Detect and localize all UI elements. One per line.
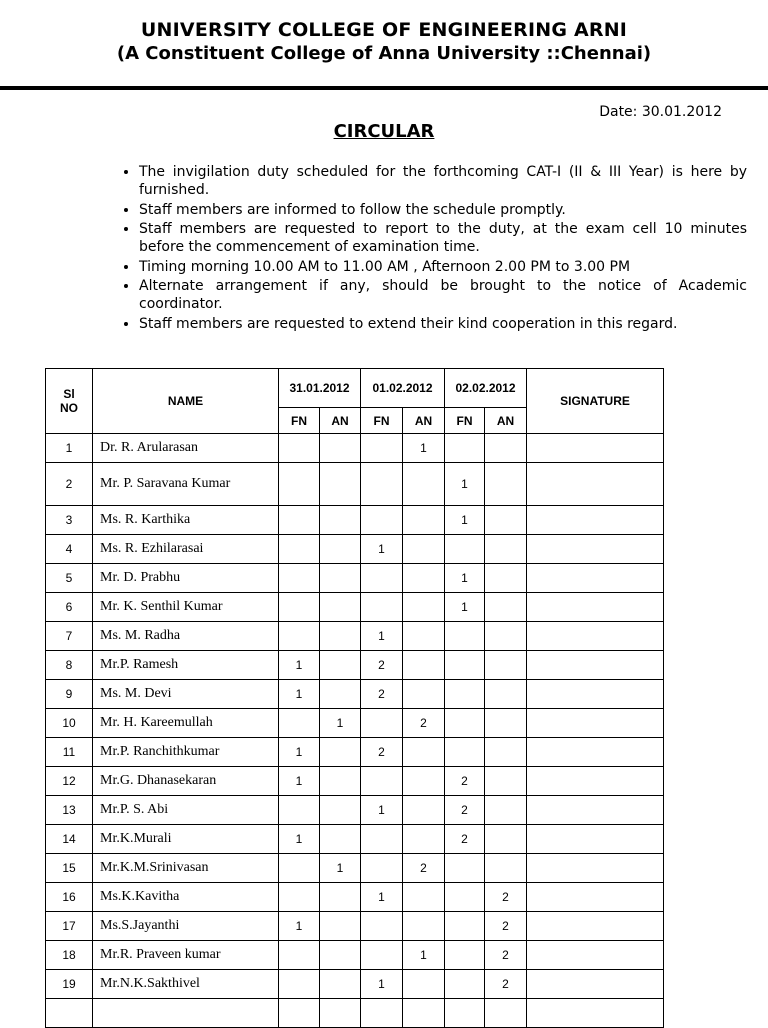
sl-no-cell: 17 bbox=[46, 912, 93, 941]
duty-count-cell bbox=[485, 854, 527, 883]
session-header: AN bbox=[403, 408, 445, 434]
duty-count-cell bbox=[485, 999, 527, 1028]
staff-name-cell: Mr. P. Saravana Kumar bbox=[93, 463, 279, 506]
duty-count-cell bbox=[279, 434, 320, 463]
duty-count-cell bbox=[279, 463, 320, 506]
duty-count-cell bbox=[445, 999, 485, 1028]
duty-count-cell bbox=[279, 941, 320, 970]
signature-cell bbox=[527, 709, 664, 738]
duty-count-cell bbox=[403, 506, 445, 535]
duty-count-cell: 1 bbox=[320, 854, 361, 883]
staff-name-cell: Mr.K.M.Srinivasan bbox=[93, 854, 279, 883]
duty-count-cell: 2 bbox=[403, 709, 445, 738]
sl-no-cell: 13 bbox=[46, 796, 93, 825]
date-header: 01.02.2012 bbox=[361, 369, 445, 408]
duty-count-cell: 1 bbox=[361, 970, 403, 999]
duty-count-cell bbox=[403, 593, 445, 622]
sl-no-cell: 4 bbox=[46, 535, 93, 564]
sl-no-label: Sl NO bbox=[60, 387, 78, 415]
table-row bbox=[46, 463, 664, 506]
duty-count-cell bbox=[361, 564, 403, 593]
duty-count-cell bbox=[279, 709, 320, 738]
signature-cell bbox=[527, 767, 664, 796]
duty-count-cell: 1 bbox=[445, 593, 485, 622]
duty-count-cell: 2 bbox=[485, 970, 527, 999]
table-row bbox=[46, 854, 664, 883]
sl-no-cell: 11 bbox=[46, 738, 93, 767]
duty-count-cell bbox=[320, 883, 361, 912]
college-name: UNIVERSITY COLLEGE OF ENGINEERING ARNI bbox=[140, 19, 628, 41]
duty-count-cell bbox=[361, 854, 403, 883]
table-row bbox=[46, 535, 664, 564]
duty-count-cell: 1 bbox=[279, 767, 320, 796]
duty-count-cell bbox=[485, 796, 527, 825]
duty-count-cell bbox=[445, 912, 485, 941]
duty-count-cell bbox=[403, 463, 445, 506]
sl-no-cell: 15 bbox=[46, 854, 93, 883]
duty-count-cell: 1 bbox=[445, 506, 485, 535]
duty-count-cell bbox=[320, 999, 361, 1028]
duty-count-cell: 1 bbox=[279, 912, 320, 941]
duty-count-cell: 1 bbox=[361, 535, 403, 564]
signature-cell bbox=[527, 738, 664, 767]
duty-count-cell: 1 bbox=[320, 709, 361, 738]
signature-cell bbox=[527, 506, 664, 535]
duty-count-cell bbox=[445, 941, 485, 970]
signature-cell bbox=[527, 941, 664, 970]
duty-count-cell bbox=[445, 535, 485, 564]
duty-count-cell bbox=[320, 593, 361, 622]
duty-count-cell: 2 bbox=[445, 825, 485, 854]
duty-count-cell bbox=[320, 622, 361, 651]
duty-count-cell bbox=[485, 593, 527, 622]
duty-count-cell bbox=[403, 999, 445, 1028]
sl-no-cell: 12 bbox=[46, 767, 93, 796]
header-divider bbox=[0, 86, 768, 90]
sl-no-cell: 9 bbox=[46, 680, 93, 709]
duty-count-cell: 2 bbox=[445, 796, 485, 825]
signature-cell bbox=[527, 680, 664, 709]
duty-count-cell bbox=[485, 506, 527, 535]
duty-count-cell bbox=[361, 463, 403, 506]
sl-no-cell: 14 bbox=[46, 825, 93, 854]
table-row bbox=[46, 825, 664, 854]
staff-name-cell: Mr.K.Murali bbox=[93, 825, 279, 854]
session-header: AN bbox=[485, 408, 527, 434]
sl-no-cell: 19 bbox=[46, 970, 93, 999]
duty-count-cell bbox=[279, 593, 320, 622]
session-header: FN bbox=[279, 408, 320, 434]
table-row bbox=[46, 999, 664, 1028]
duty-count-cell: 1 bbox=[361, 883, 403, 912]
signature-cell bbox=[527, 854, 664, 883]
duty-count-cell bbox=[361, 506, 403, 535]
duty-count-cell bbox=[485, 680, 527, 709]
staff-name-cell: Mr. K. Senthil Kumar bbox=[93, 593, 279, 622]
staff-name-cell: Mr.P. Ranchithkumar bbox=[93, 738, 279, 767]
duty-count-cell bbox=[485, 767, 527, 796]
name-header: NAME bbox=[93, 369, 279, 434]
signature-cell bbox=[527, 564, 664, 593]
duty-count-cell bbox=[485, 738, 527, 767]
signature-cell bbox=[527, 434, 664, 463]
staff-name-cell: Dr. R. Arularasan bbox=[93, 434, 279, 463]
table-row bbox=[46, 506, 664, 535]
duty-count-cell bbox=[320, 434, 361, 463]
duty-count-cell: 1 bbox=[445, 564, 485, 593]
duty-count-cell: 2 bbox=[361, 651, 403, 680]
session-header: AN bbox=[320, 408, 361, 434]
signature-cell bbox=[527, 825, 664, 854]
duty-count-cell bbox=[403, 651, 445, 680]
signature-header: SIGNATURE bbox=[527, 369, 664, 434]
instruction-item: • Staff members are requested to report to the duty, at the exam cell 10 minutes before the commencement of examination time. bbox=[139, 220, 747, 256]
duty-count-cell bbox=[320, 738, 361, 767]
staff-name-cell bbox=[93, 999, 279, 1028]
sl-no-cell: 5 bbox=[46, 564, 93, 593]
duty-count-cell bbox=[320, 970, 361, 999]
staff-name-cell: Ms. R. Karthika bbox=[93, 506, 279, 535]
sl-no-cell: 7 bbox=[46, 622, 93, 651]
circular-date: Date: 30.01.2012 bbox=[599, 104, 722, 120]
duty-count-cell bbox=[320, 796, 361, 825]
table-row bbox=[46, 434, 664, 463]
sl-no-cell: 10 bbox=[46, 709, 93, 738]
sl-no-cell: 3 bbox=[46, 506, 93, 535]
duty-count-cell bbox=[279, 999, 320, 1028]
duty-count-cell bbox=[320, 767, 361, 796]
duty-count-cell bbox=[320, 941, 361, 970]
signature-cell bbox=[527, 999, 664, 1028]
document-header bbox=[0, 18, 768, 66]
instruction-item: • The invigilation duty scheduled for the forthcoming CAT-I (II & III Year) is here by furnished. bbox=[139, 163, 747, 199]
duty-count-cell bbox=[445, 738, 485, 767]
duty-count-cell bbox=[361, 999, 403, 1028]
duty-count-cell bbox=[361, 767, 403, 796]
sl-no-cell: 8 bbox=[46, 651, 93, 680]
duty-count-cell bbox=[403, 970, 445, 999]
duty-count-cell bbox=[485, 622, 527, 651]
table-row bbox=[46, 883, 664, 912]
table-row bbox=[46, 970, 664, 999]
duty-count-cell: 1 bbox=[403, 941, 445, 970]
duty-count-cell bbox=[403, 564, 445, 593]
duty-count-cell: 2 bbox=[485, 912, 527, 941]
duty-count-cell bbox=[279, 622, 320, 651]
duty-count-cell bbox=[361, 912, 403, 941]
duty-count-cell: 2 bbox=[361, 680, 403, 709]
duty-count-cell: 1 bbox=[279, 651, 320, 680]
table-row bbox=[46, 680, 664, 709]
sl-no-cell: 2 bbox=[46, 463, 93, 506]
instruction-item: • Staff members are requested to extend their kind cooperation in this regard. bbox=[139, 315, 747, 333]
staff-name-cell: Mr.R. Praveen kumar bbox=[93, 941, 279, 970]
signature-cell bbox=[527, 535, 664, 564]
table-row bbox=[46, 796, 664, 825]
staff-name-cell: Mr. D. Prabhu bbox=[93, 564, 279, 593]
sl-no-cell: 6 bbox=[46, 593, 93, 622]
duty-count-cell: 1 bbox=[279, 825, 320, 854]
sl-no-cell: 18 bbox=[46, 941, 93, 970]
duty-count-cell bbox=[279, 883, 320, 912]
duty-count-cell bbox=[320, 680, 361, 709]
staff-name-cell: Ms.S.Jayanthi bbox=[93, 912, 279, 941]
duty-count-cell bbox=[403, 796, 445, 825]
staff-name-cell: Mr.N.K.Sakthivel bbox=[93, 970, 279, 999]
duty-count-cell bbox=[403, 622, 445, 651]
instruction-item: • Timing morning 10.00 AM to 11.00 AM , Afternoon 2.00 PM to 3.00 PM bbox=[139, 258, 747, 276]
duty-count-cell bbox=[485, 825, 527, 854]
duty-count-cell bbox=[361, 434, 403, 463]
duty-count-cell bbox=[445, 622, 485, 651]
duty-count-cell bbox=[320, 912, 361, 941]
duty-count-cell bbox=[279, 506, 320, 535]
signature-cell bbox=[527, 883, 664, 912]
duty-count-cell bbox=[403, 535, 445, 564]
signature-cell bbox=[527, 912, 664, 941]
signature-cell bbox=[527, 796, 664, 825]
duty-count-cell bbox=[320, 825, 361, 854]
duty-count-cell bbox=[403, 912, 445, 941]
duty-count-cell bbox=[445, 709, 485, 738]
duty-count-cell bbox=[361, 825, 403, 854]
table-row bbox=[46, 767, 664, 796]
duty-count-cell bbox=[403, 825, 445, 854]
duty-count-cell bbox=[403, 738, 445, 767]
session-header: FN bbox=[445, 408, 485, 434]
duty-count-cell bbox=[361, 941, 403, 970]
duty-count-cell bbox=[445, 854, 485, 883]
duty-count-cell bbox=[445, 883, 485, 912]
duty-count-cell bbox=[361, 593, 403, 622]
staff-name-cell: Mr.P. S. Abi bbox=[93, 796, 279, 825]
duty-count-cell: 2 bbox=[445, 767, 485, 796]
table-row bbox=[46, 651, 664, 680]
duty-count-cell bbox=[485, 535, 527, 564]
duty-count-cell bbox=[445, 651, 485, 680]
duty-count-cell: 1 bbox=[361, 796, 403, 825]
duty-count-cell bbox=[320, 506, 361, 535]
duty-count-cell bbox=[279, 535, 320, 564]
invigilation-schedule-table bbox=[45, 368, 664, 1028]
duty-count-cell bbox=[445, 970, 485, 999]
duty-count-cell bbox=[320, 564, 361, 593]
signature-cell bbox=[527, 651, 664, 680]
duty-count-cell bbox=[485, 434, 527, 463]
duty-count-cell bbox=[445, 680, 485, 709]
date-header: 31.01.2012 bbox=[279, 369, 361, 408]
duty-count-cell: 1 bbox=[403, 434, 445, 463]
duty-count-cell bbox=[485, 709, 527, 738]
instruction-list bbox=[114, 163, 747, 334]
duty-count-cell bbox=[279, 970, 320, 999]
staff-name-cell: Ms. M. Radha bbox=[93, 622, 279, 651]
duty-count-cell bbox=[445, 434, 485, 463]
table-row bbox=[46, 593, 664, 622]
duty-count-cell bbox=[320, 651, 361, 680]
signature-cell bbox=[527, 463, 664, 506]
date-header: 02.02.2012 bbox=[445, 369, 527, 408]
duty-count-cell: 1 bbox=[279, 680, 320, 709]
staff-name-cell: Mr.G. Dhanasekaran bbox=[93, 767, 279, 796]
sl-no-cell: 1 bbox=[46, 434, 93, 463]
duty-count-cell: 1 bbox=[445, 463, 485, 506]
signature-cell bbox=[527, 593, 664, 622]
duty-count-cell bbox=[403, 767, 445, 796]
session-header: FN bbox=[361, 408, 403, 434]
table-row bbox=[46, 709, 664, 738]
table-row bbox=[46, 622, 664, 651]
duty-count-cell: 1 bbox=[279, 738, 320, 767]
staff-name-cell: Mr.P. Ramesh bbox=[93, 651, 279, 680]
duty-count-cell bbox=[485, 564, 527, 593]
signature-cell bbox=[527, 970, 664, 999]
sl-no-header bbox=[46, 369, 93, 434]
duty-count-cell: 2 bbox=[485, 941, 527, 970]
duty-count-cell bbox=[403, 883, 445, 912]
duty-count-cell bbox=[361, 709, 403, 738]
duty-count-cell bbox=[403, 680, 445, 709]
circular-title: CIRCULAR bbox=[333, 121, 435, 142]
duty-count-cell bbox=[485, 463, 527, 506]
sl-no-cell bbox=[46, 999, 93, 1028]
staff-name-cell: Ms. R. Ezhilarasai bbox=[93, 535, 279, 564]
duty-count-cell: 2 bbox=[403, 854, 445, 883]
duty-count-cell bbox=[279, 796, 320, 825]
instruction-item: • Staff members are informed to follow the schedule promptly. bbox=[139, 201, 747, 219]
table-row bbox=[46, 564, 664, 593]
duty-count-cell bbox=[485, 651, 527, 680]
table-row bbox=[46, 738, 664, 767]
college-affiliation: (A Constituent College of Anna University ::Chennai) bbox=[116, 43, 652, 64]
duty-count-cell bbox=[320, 463, 361, 506]
duty-count-cell bbox=[279, 564, 320, 593]
duty-count-cell: 2 bbox=[361, 738, 403, 767]
duty-count-cell: 1 bbox=[361, 622, 403, 651]
table-row bbox=[46, 912, 664, 941]
sl-no-cell: 16 bbox=[46, 883, 93, 912]
instruction-item: • Alternate arrangement if any, should be brought to the notice of Academic coordinator. bbox=[139, 277, 747, 313]
duty-count-cell: 2 bbox=[485, 883, 527, 912]
staff-name-cell: Ms.K.Kavitha bbox=[93, 883, 279, 912]
table-row bbox=[46, 941, 664, 970]
signature-cell bbox=[527, 622, 664, 651]
staff-name-cell: Mr. H. Kareemullah bbox=[93, 709, 279, 738]
staff-name-cell: Ms. M. Devi bbox=[93, 680, 279, 709]
duty-count-cell bbox=[320, 535, 361, 564]
duty-count-cell bbox=[279, 854, 320, 883]
